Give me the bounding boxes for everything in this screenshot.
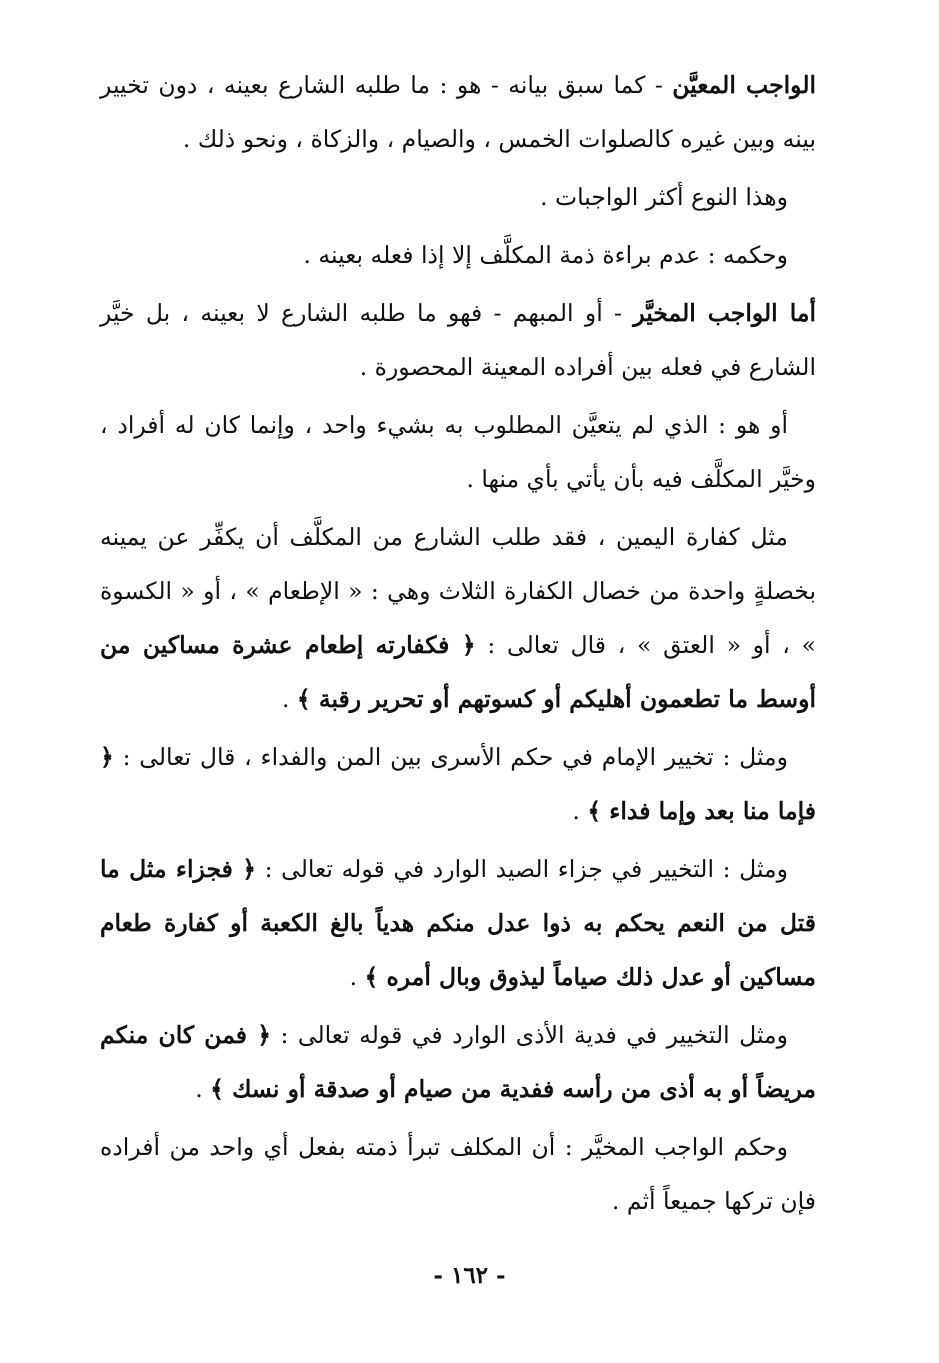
paragraph-ruling-optional — [100, 1120, 816, 1228]
paragraph-tail: . — [195, 1075, 211, 1103]
paragraph-text: ومثل : تخيير الإمام في حكم الأسرى بين المن والفداء ، قال تعالى : — [113, 743, 788, 771]
quran-verse: ﴿ فإما منا بعد وإما فداء ﴾ — [100, 743, 816, 825]
paragraph-oath-expiation — [100, 510, 816, 726]
paragraph-tail: . — [572, 797, 588, 825]
paragraph-most-obligations — [100, 170, 816, 224]
page-body — [100, 58, 816, 1232]
paragraph-text: أو هو : الذي لم يتعيَّن المطلوب به بشيء واحد ، وإنما كان له أفراد ، وخيَّر المكلَّف فيه بأن يأتي بأي منها . — [100, 411, 816, 493]
paragraph-alternative-definition — [100, 398, 816, 506]
paragraph-text: ومثل التخيير في فدية الأذى الوارد في قوله تعالى : — [271, 1021, 788, 1049]
paragraph-hunting-penalty — [100, 842, 816, 1004]
paragraph-specific-obligation — [100, 58, 816, 166]
term-specific-obligation: الواجب المعيَّن — [672, 71, 817, 99]
paragraph-text: ومثل : التخيير في جزاء الصيد الوارد في قوله تعالى : — [255, 855, 788, 883]
quran-verse: ﴿ فكفارته إطعام عشرة مساكين من أوسط ما تطعمون أهليكم أو كسوتهم أو تحرير رقبة ﴾ — [100, 631, 816, 713]
paragraph-text: مثل كفارة اليمين ، فقد طلب الشارع من المكلَّف أن يكفِّر عن يمينه بخصلةٍ واحدة من خصال الكفارة الثلاث وهي : « الإطعام » ، أو « الكسوة » ، أو « العتق » ، قال تعالى : — [100, 523, 816, 659]
paragraph-text: وحكم الواجب المخيَّر : أن المكلف تبرأ ذمته بفعل أي واحد من أفراده فإن تركها جميعاً أثم . — [100, 1133, 816, 1215]
paragraph-ruling-specific — [100, 228, 816, 282]
term-optional-obligation: أما الواجب المخيَّر — [633, 299, 816, 327]
paragraph-prisoners — [100, 730, 816, 838]
definition-text: - أو المبهم - فهو ما طلبه الشارع لا بعينه ، بل خيَّر الشارع في فعله بين أفراده المعينة المحصورة . — [100, 299, 816, 381]
page-number: - ١٦٢ - — [433, 1262, 506, 1289]
paragraph-optional-obligation — [100, 286, 816, 394]
quran-verse: ﴿ فمن كان منكم مريضاً أو به أذى من رأسه ففدية من صيام أو صدقة أو نسك ﴾ — [100, 1021, 816, 1103]
paragraph-harm-ransom — [100, 1008, 816, 1116]
paragraph-tail: . — [281, 685, 297, 713]
paragraph-text: وحكمه : عدم براءة ذمة المكلَّف إلا إذا فعله بعينه . — [303, 241, 788, 269]
paragraph-text: وهذا النوع أكثر الواجبات . — [540, 183, 788, 211]
paragraph-tail: . — [349, 963, 365, 991]
quran-verse: ﴿ فجزاء مثل ما قتل من النعم يحكم به ذوا عدل منكم هدياً بالغ الكعبة أو كفارة طعام مساكين أو عدل ذلك صياماً ليذوق وبال أمره ﴾ — [100, 855, 816, 991]
definition-text: - كما سبق بيانه - هو : ما طلبه الشارع بعينه ، دون تخيير بينه وبين غيره كالصلوات الخمس ، والصيام ، والزكاة ، ونحو ذلك . — [100, 71, 816, 153]
